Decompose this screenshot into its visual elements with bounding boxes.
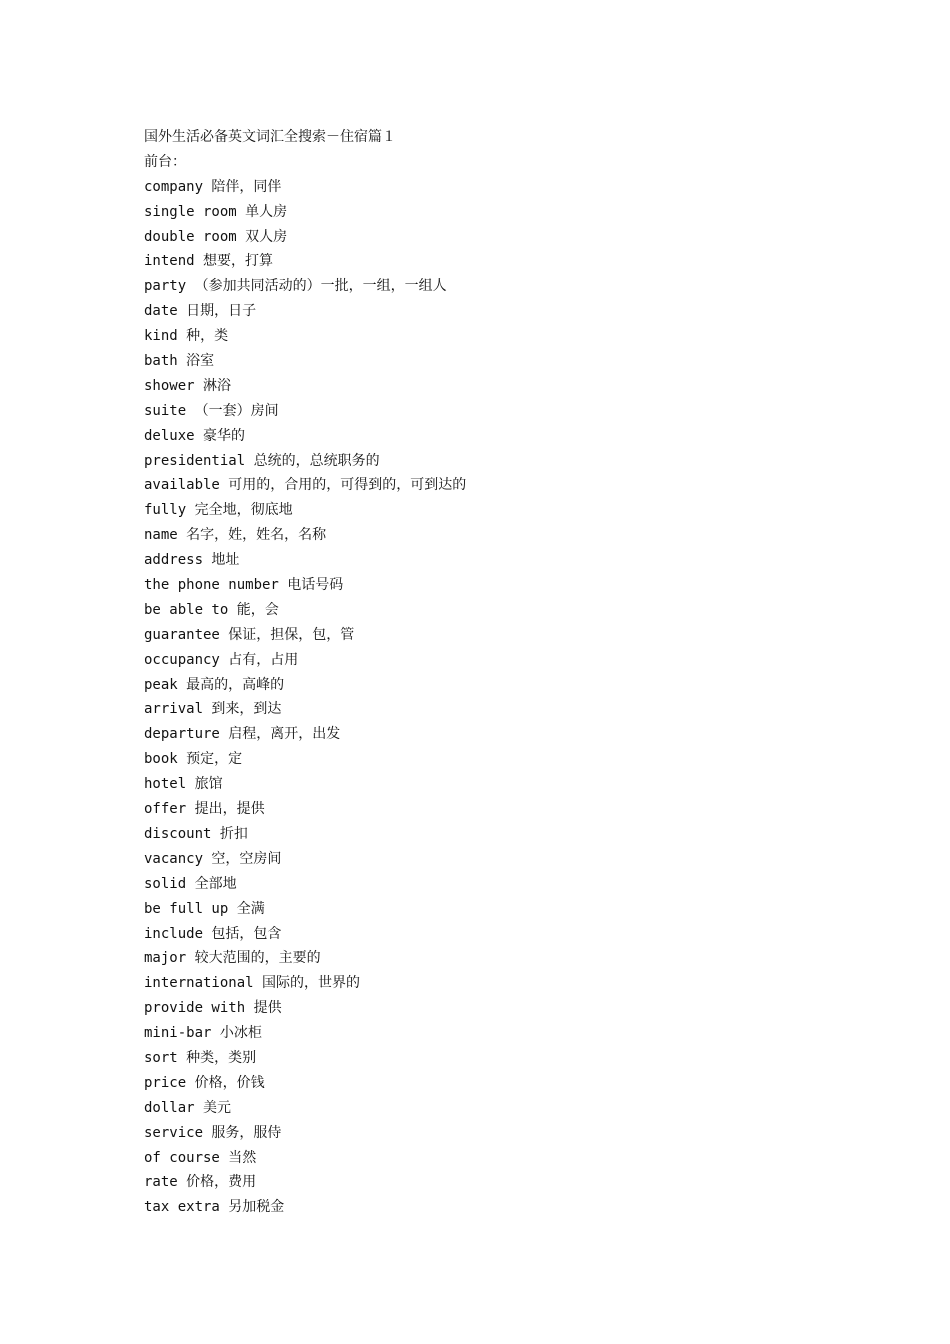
vocabulary-entry: peak 最高的，高峰的 xyxy=(144,676,285,693)
vocabulary-entry: international 国际的，世界的 xyxy=(144,975,361,992)
vocabulary-entry: presidential 总统的，总统职务的 xyxy=(144,452,380,469)
vocabulary-entry: mini-bar 小冰柜 xyxy=(144,1025,262,1042)
vocabulary-entry: deluxe 豪华的 xyxy=(144,427,246,444)
vocabulary-entry: departure 启程，离开，出发 xyxy=(144,726,341,743)
vocabulary-entry: dollar 美元 xyxy=(144,1099,232,1116)
vocabulary-entry: provide with 提供 xyxy=(144,1000,282,1017)
vocabulary-entry: bath 浴室 xyxy=(144,353,215,370)
vocabulary-entry: arrival 到来，到达 xyxy=(144,701,282,718)
document-body xyxy=(144,125,844,1220)
vocabulary-entry: suite （一套）房间 xyxy=(144,402,279,419)
vocabulary-entry: rate 价格，费用 xyxy=(144,1174,257,1191)
vocabulary-entry: single room 单人房 xyxy=(144,203,288,220)
section-heading: 前台： xyxy=(144,153,186,170)
vocabulary-entry: tax extra 另加税金 xyxy=(144,1199,285,1216)
vocabulary-entry: hotel 旅馆 xyxy=(144,776,223,793)
vocabulary-entry: occupancy 占有，占用 xyxy=(144,651,299,668)
vocabulary-entry: guarantee 保证，担保，包，管 xyxy=(144,626,355,643)
vocabulary-entry: solid 全部地 xyxy=(144,875,237,892)
vocabulary-entry: kind 种，类 xyxy=(144,328,229,345)
vocabulary-entry: company 陪伴，同伴 xyxy=(144,178,282,195)
vocabulary-entry: party （参加共同活动的）一批，一组，一组人 xyxy=(144,278,447,295)
vocabulary-entry: fully 完全地，彻底地 xyxy=(144,502,293,519)
vocabulary-entry: intend 想要，打算 xyxy=(144,253,274,270)
vocabulary-entry: offer 提出，提供 xyxy=(144,801,265,818)
vocabulary-entry: sort 种类，类别 xyxy=(144,1049,257,1066)
vocabulary-entry: name 名字，姓，姓名，名称 xyxy=(144,527,327,544)
vocabulary-entry: address 地址 xyxy=(144,552,240,569)
vocabulary-entry: discount 折扣 xyxy=(144,825,248,842)
vocabulary-entry: service 服务，服侍 xyxy=(144,1124,282,1141)
vocabulary-entry: major 较大范围的，主要的 xyxy=(144,950,321,967)
vocabulary-entry: date 日期，日子 xyxy=(144,303,257,320)
vocabulary-entry: be full up 全满 xyxy=(144,900,265,917)
vocabulary-entry: the phone number 电话号码 xyxy=(144,577,344,594)
vocabulary-entry: vacancy 空，空房间 xyxy=(144,850,282,867)
vocabulary-entry: include 包括，包含 xyxy=(144,925,282,942)
vocabulary-entry: be able to 能，会 xyxy=(144,601,279,618)
vocabulary-entry: book 预定，定 xyxy=(144,751,243,768)
document-title: 国外生活必备英文词汇全搜索－住宿篇１ xyxy=(144,129,396,145)
vocabulary-entry: double room 双人房 xyxy=(144,228,288,245)
vocabulary-entry: price 价格，价钱 xyxy=(144,1074,265,1091)
vocabulary-entry: shower 淋浴 xyxy=(144,377,232,394)
vocabulary-entry: available 可用的，合用的，可得到的，可到达的 xyxy=(144,477,467,494)
vocabulary-entry: of course 当然 xyxy=(144,1149,257,1166)
